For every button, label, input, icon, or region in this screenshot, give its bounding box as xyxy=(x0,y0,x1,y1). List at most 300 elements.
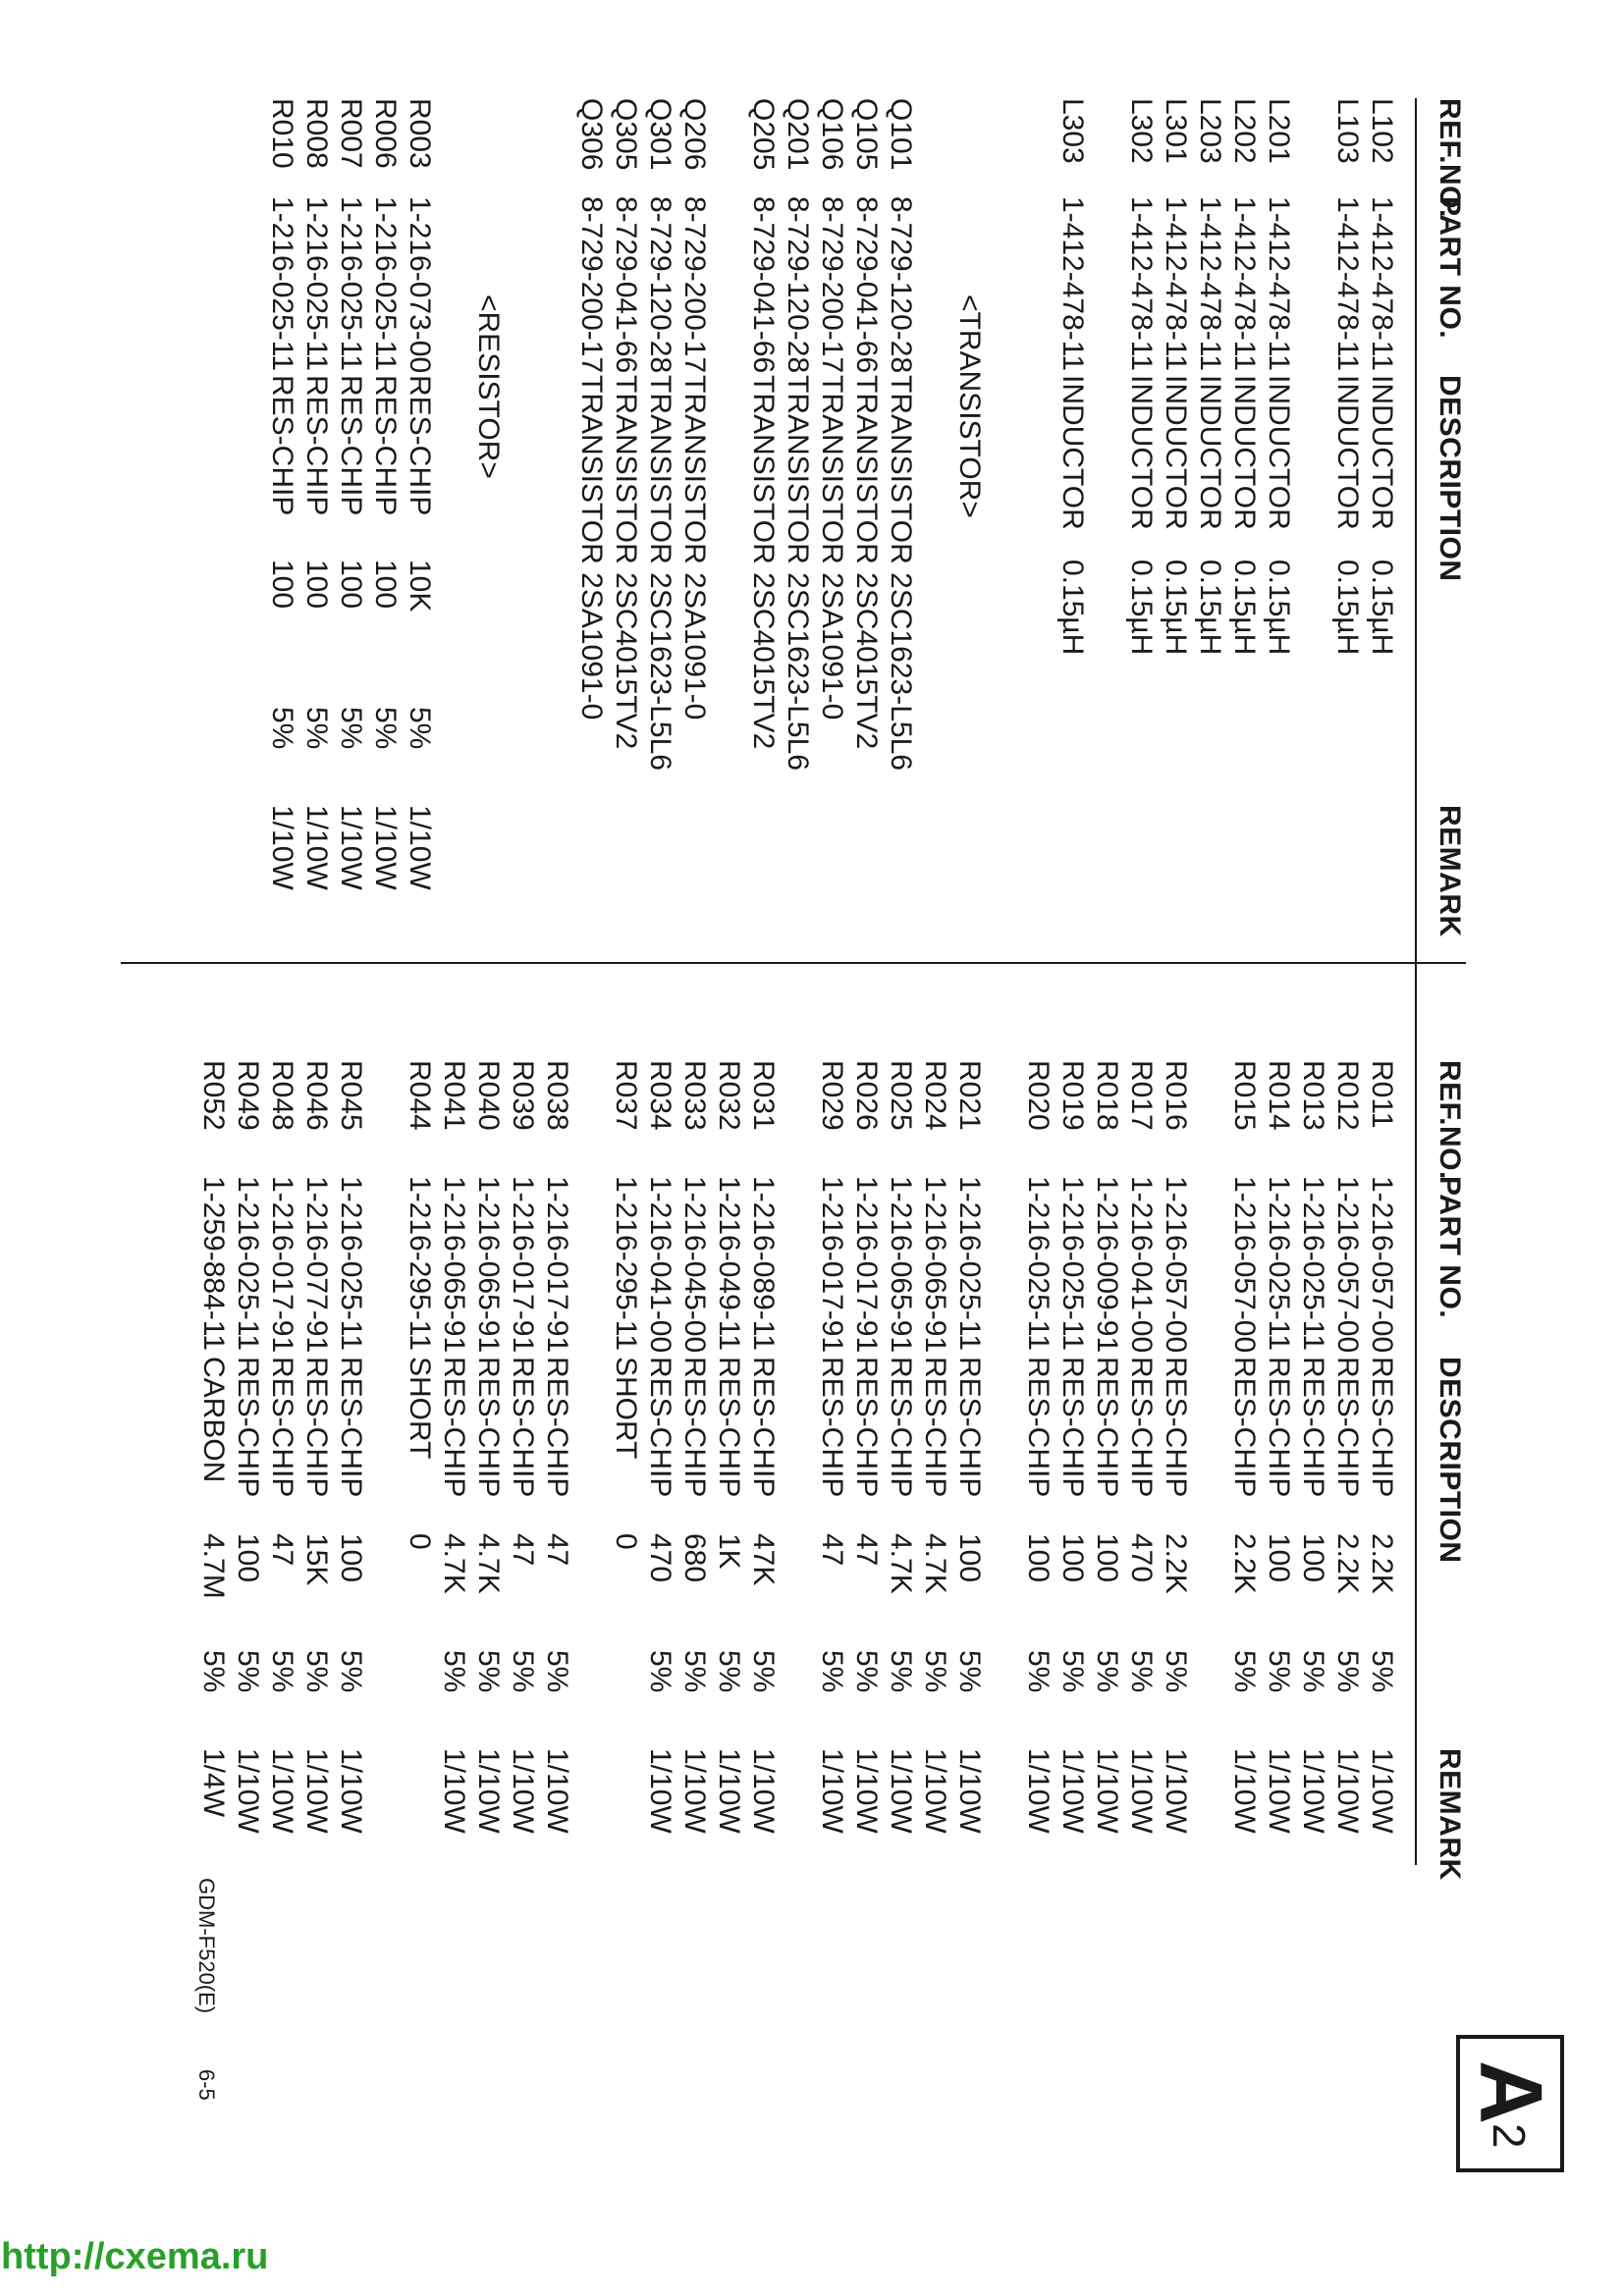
cell-ref: R049 xyxy=(232,1060,264,1131)
cell-part: 1-412-478-11 xyxy=(1160,196,1192,371)
cell-part: 8-729-120-28 xyxy=(885,196,917,374)
cell-desc: RES-CHIP xyxy=(541,1357,573,1498)
table-row xyxy=(1090,1060,1124,1865)
table-row xyxy=(746,1060,781,1865)
cell-power: 1/10W xyxy=(644,1748,676,1834)
cell-tol: 5% xyxy=(1091,1650,1123,1693)
cell-ref: Q305 xyxy=(610,98,642,171)
cell-ref: R003 xyxy=(404,98,436,169)
table-row xyxy=(712,1060,746,1865)
cell-desc: RES-CHIP xyxy=(1091,1357,1123,1498)
cell-ref: R016 xyxy=(1160,1060,1192,1131)
cell-power: 1/10W xyxy=(266,805,298,890)
table-row xyxy=(1330,98,1365,962)
cell-part: 8-729-200-17 xyxy=(816,196,848,374)
cell-desc: RES-CHIP xyxy=(266,1357,298,1498)
cell-desc: RES-CHIP xyxy=(369,375,402,516)
cell-ref: R008 xyxy=(300,98,333,169)
cell-tol: 5% xyxy=(644,1650,676,1693)
cell-desc: RES-CHIP xyxy=(1331,1357,1364,1498)
table-row xyxy=(1055,98,1090,962)
cell-part: 1-216-049-11 xyxy=(713,1176,745,1351)
table-row xyxy=(918,1060,952,1865)
cell-ref: R019 xyxy=(1056,1060,1089,1131)
cell-ref: L303 xyxy=(1056,98,1089,164)
cell-ref: L103 xyxy=(1331,98,1364,164)
cell-tol: 5% xyxy=(1297,1650,1329,1693)
table-row xyxy=(884,1060,918,1865)
cell-tol: 5% xyxy=(713,1650,745,1693)
cell-desc: RES-CHIP xyxy=(1160,1357,1192,1498)
section-badge xyxy=(1456,2035,1564,2172)
left-rows xyxy=(265,98,1399,962)
cell-part: 1-412-478-11 xyxy=(1125,196,1158,371)
cell-desc: RES-CHIP xyxy=(919,1357,951,1498)
cell-power: 1/10W xyxy=(404,805,436,890)
cell-ref: Q205 xyxy=(747,98,780,171)
cell-part: 1-216-025-11 xyxy=(1056,1176,1089,1351)
table-row xyxy=(334,98,368,962)
cell-tol: 5% xyxy=(335,1650,367,1693)
cell-tol: 5% xyxy=(678,1650,711,1693)
cell-desc: INDUCTOR xyxy=(1194,375,1226,530)
table-row xyxy=(1227,1060,1262,1865)
cell-tol: 5% xyxy=(816,1650,848,1693)
cell-ref: Q106 xyxy=(816,98,848,171)
cell-tol: 5% xyxy=(953,1650,986,1693)
cell-part: 1-216-009-91 xyxy=(1091,1176,1123,1354)
cell-tol: 5% xyxy=(850,1650,883,1693)
cell-desc: CARBON xyxy=(197,1357,230,1483)
cell-part: 8-729-200-17 xyxy=(678,196,711,374)
header-remark: REMARK xyxy=(1434,805,1466,937)
cell-ref: R031 xyxy=(747,1060,780,1131)
table-row xyxy=(677,1060,712,1865)
cell-ref: R007 xyxy=(335,98,367,169)
table-row xyxy=(1330,1060,1365,1865)
cell-desc: INDUCTOR xyxy=(1160,375,1192,530)
table-row xyxy=(746,98,781,962)
cell-desc: RES-CHIP xyxy=(1125,1357,1158,1498)
table-row xyxy=(609,1060,643,1865)
table-row xyxy=(265,1060,299,1865)
cell-tol: 5% xyxy=(266,1650,298,1693)
cell-part: 1-216-065-91 xyxy=(438,1176,470,1354)
cell-desc: TRANSISTOR 2SC1623-L5L6 xyxy=(644,375,676,771)
cell-desc: SHORT xyxy=(610,1357,642,1460)
header-rule xyxy=(1415,98,1417,962)
cell-desc: TRANSISTOR 2SA1091-0 xyxy=(678,375,711,721)
cell-ref: Q301 xyxy=(644,98,676,171)
cell-power: 1/10W xyxy=(335,805,367,890)
cell-part: 1-216-077-91 xyxy=(300,1176,333,1354)
cell-power: 1/10W xyxy=(1263,1748,1295,1834)
cell-part: 1-216-045-00 xyxy=(678,1176,711,1354)
cell-desc: RES-CHIP xyxy=(335,1357,367,1498)
cell-tol: 5% xyxy=(369,707,402,750)
cell-power: 1/10W xyxy=(232,1748,264,1834)
cell-value: 4.7M xyxy=(197,1533,230,1599)
cell-ref: R045 xyxy=(335,1060,367,1131)
table-row xyxy=(1159,1060,1193,1865)
cell-desc: INDUCTOR xyxy=(1056,375,1089,530)
section-heading xyxy=(471,98,506,962)
section-label: <TRANSISTOR> xyxy=(953,294,986,518)
cell-value: 100 xyxy=(1056,1533,1089,1583)
cell-desc: TRANSISTOR 2SA1091-0 xyxy=(575,375,608,721)
table-row xyxy=(1227,98,1262,962)
cell-value: 100 xyxy=(266,560,298,610)
table-row xyxy=(609,98,643,962)
badge-number: 2 xyxy=(1484,2123,1535,2149)
cell-value: 0.15µH xyxy=(1194,560,1226,656)
cell-part: 1-216-025-11 xyxy=(300,196,333,371)
table-row xyxy=(884,98,918,962)
cell-value: 47 xyxy=(541,1533,573,1567)
table-row xyxy=(231,1060,265,1865)
cell-ref: Q206 xyxy=(678,98,711,171)
cell-ref: R037 xyxy=(610,1060,642,1131)
header-description: DESCRIPTION xyxy=(1434,1357,1466,1564)
cell-value: 100 xyxy=(300,560,333,610)
cell-ref: R029 xyxy=(816,1060,848,1131)
cell-ref: R034 xyxy=(644,1060,676,1131)
cell-desc: RES-CHIP xyxy=(1022,1357,1055,1498)
cell-power: 1/10W xyxy=(335,1748,367,1834)
cell-value: 4.7K xyxy=(919,1533,951,1594)
cell-tol: 5% xyxy=(1366,1650,1398,1693)
cell-power: 1/10W xyxy=(1160,1748,1192,1834)
cell-desc: RES-CHIP xyxy=(232,1357,264,1498)
cell-desc: RES-CHIP xyxy=(1228,1357,1261,1498)
cell-desc: RES-CHIP xyxy=(438,1357,470,1498)
cell-part: 1-216-017-91 xyxy=(266,1176,298,1354)
cell-part: 1-216-057-00 xyxy=(1331,1176,1364,1354)
cell-ref: R024 xyxy=(919,1060,951,1131)
cell-power: 1/10W xyxy=(678,1748,711,1834)
cell-ref: R038 xyxy=(541,1060,573,1131)
cell-value: 0 xyxy=(610,1533,642,1550)
cell-ref: L203 xyxy=(1194,98,1226,164)
header-rule xyxy=(1415,962,1417,1865)
cell-value: 0.15µH xyxy=(1228,560,1261,656)
cell-part: 1-216-057-00 xyxy=(1228,1176,1261,1354)
cell-part: 1-216-025-11 xyxy=(1263,1176,1295,1351)
table-row xyxy=(952,1060,987,1865)
cell-part: 8-729-041-66 xyxy=(850,196,883,374)
cell-part: 1-216-041-00 xyxy=(1125,1176,1158,1354)
cell-desc: RES-CHIP xyxy=(644,1357,676,1498)
cell-tol: 5% xyxy=(266,707,298,750)
cell-value: 2.2K xyxy=(1366,1533,1398,1594)
cell-desc: RES-CHIP xyxy=(1263,1357,1295,1498)
row-spacer xyxy=(437,98,471,962)
cell-ref: R021 xyxy=(953,1060,986,1131)
cell-desc: RES-CHIP xyxy=(713,1357,745,1498)
cell-part: 1-216-017-91 xyxy=(541,1176,573,1354)
cell-part: 8-729-041-66 xyxy=(747,196,780,374)
cell-power: 1/10W xyxy=(438,1748,470,1834)
cell-desc: TRANSISTOR 2SC4015TV2 xyxy=(850,375,883,750)
row-spacer xyxy=(540,98,574,962)
cell-part: 1-412-478-11 xyxy=(1194,196,1226,371)
cell-desc: RES-CHIP xyxy=(1056,1357,1089,1498)
cell-ref: R046 xyxy=(300,1060,333,1131)
cell-ref: R020 xyxy=(1022,1060,1055,1131)
cell-part: 1-216-065-91 xyxy=(472,1176,505,1354)
cell-tol: 5% xyxy=(1022,1650,1055,1693)
cell-value: 680 xyxy=(678,1533,711,1583)
cell-desc: TRANSISTOR 2SC1623-L5L6 xyxy=(885,375,917,771)
cell-power: 1/10W xyxy=(1125,1748,1158,1834)
site-url-link[interactable]: http://cxema.ru xyxy=(1,2236,269,2277)
cell-part: 8-729-120-28 xyxy=(782,196,814,374)
row-spacer xyxy=(712,98,746,962)
cell-desc: INDUCTOR xyxy=(1228,375,1261,530)
table-row xyxy=(403,98,437,962)
header-part-no: PART NO. xyxy=(1434,1176,1466,1319)
cell-tol: 5% xyxy=(747,1650,780,1693)
table-row xyxy=(299,1060,334,1865)
cell-tol: 5% xyxy=(1228,1650,1261,1693)
cell-value: 2.2K xyxy=(1160,1533,1192,1594)
cell-value: 0.15µH xyxy=(1056,560,1089,656)
table-row xyxy=(437,1060,471,1865)
cell-value: 0.15µH xyxy=(1125,560,1158,656)
cell-desc: RES-CHIP xyxy=(678,1357,711,1498)
table-row xyxy=(849,1060,884,1865)
cell-tol: 5% xyxy=(438,1650,470,1693)
cell-part: 1-216-073-00 xyxy=(404,196,436,374)
table-row xyxy=(334,1060,368,1865)
cell-value: 100 xyxy=(1022,1533,1055,1583)
cell-ref: R052 xyxy=(197,1060,230,1131)
cell-part: 8-729-041-66 xyxy=(610,196,642,374)
cell-desc: RES-CHIP xyxy=(885,1357,917,1498)
table-row xyxy=(1124,1060,1159,1865)
cell-part: 1-412-478-11 xyxy=(1366,196,1398,371)
cell-part: 1-216-025-11 xyxy=(266,196,298,371)
table-row xyxy=(1124,98,1159,962)
cell-part: 1-216-025-11 xyxy=(232,1176,264,1351)
header-remark: REMARK xyxy=(1434,1748,1466,1881)
cell-part: 1-216-057-00 xyxy=(1160,1176,1192,1354)
cell-tol: 5% xyxy=(197,1650,230,1693)
cell-power: 1/10W xyxy=(1228,1748,1261,1834)
cell-part: 8-729-200-17 xyxy=(575,196,608,374)
table-row xyxy=(815,98,849,962)
table-row xyxy=(849,98,884,962)
cell-part: 1-216-025-11 xyxy=(953,1176,986,1351)
table-row xyxy=(196,1060,231,1865)
cell-power: 1/10W xyxy=(541,1748,573,1834)
cell-power: 1/10W xyxy=(747,1748,780,1834)
table-row xyxy=(781,98,815,962)
row-spacer xyxy=(987,98,1021,962)
cell-part: 1-216-065-91 xyxy=(885,1176,917,1354)
table-row xyxy=(299,98,334,962)
section-label: <RESISTOR> xyxy=(472,294,505,479)
cell-desc: RES-CHIP xyxy=(1297,1357,1329,1498)
cell-power: 1/10W xyxy=(266,1748,298,1834)
cell-part: 1-216-025-11 xyxy=(1022,1176,1055,1351)
cell-ref: R048 xyxy=(266,1060,298,1131)
table-row xyxy=(1365,1060,1399,1865)
cell-tol: 5% xyxy=(1263,1650,1295,1693)
cell-power: 1/4W xyxy=(197,1748,230,1818)
cell-desc: RES-CHIP xyxy=(404,375,436,516)
cell-tol: 5% xyxy=(232,1650,264,1693)
cell-desc: INDUCTOR xyxy=(1263,375,1295,530)
cell-power: 1/10W xyxy=(1056,1748,1089,1834)
cell-power: 1/10W xyxy=(1366,1748,1398,1834)
cell-part: 1-216-065-91 xyxy=(919,1176,951,1354)
cell-part: 1-412-478-11 xyxy=(1056,196,1089,371)
cell-tol: 5% xyxy=(1056,1650,1089,1693)
cell-power: 1/10W xyxy=(300,1748,333,1834)
cell-ref: R014 xyxy=(1263,1060,1295,1131)
cell-part: 8-729-120-28 xyxy=(644,196,676,374)
cell-ref: Q105 xyxy=(850,98,883,171)
cell-tol: 5% xyxy=(541,1650,573,1693)
cell-power: 1/10W xyxy=(1297,1748,1329,1834)
cell-value: 47 xyxy=(266,1533,298,1567)
page-number: 6-5 xyxy=(194,2069,219,2101)
cell-tol: 5% xyxy=(919,1650,951,1693)
cell-part: 1-216-025-11 xyxy=(335,1176,367,1351)
cell-power: 1/10W xyxy=(885,1748,917,1834)
cell-value: 47 xyxy=(850,1533,883,1567)
cell-value: 100 xyxy=(1297,1533,1329,1583)
cell-ref: R025 xyxy=(885,1060,917,1131)
header-part-no: PART NO. xyxy=(1434,196,1466,340)
cell-desc: RES-CHIP xyxy=(300,375,333,516)
cell-ref: Q101 xyxy=(885,98,917,171)
row-spacer xyxy=(1296,98,1330,962)
cell-value: 47 xyxy=(507,1533,539,1567)
cell-ref: R017 xyxy=(1125,1060,1158,1131)
cell-tol: 5% xyxy=(1160,1650,1192,1693)
cell-part: 1-216-025-11 xyxy=(335,196,367,371)
cell-part: 1-216-295-11 xyxy=(610,1176,642,1351)
cell-desc: TRANSISTOR 2SC1623-L5L6 xyxy=(782,375,814,771)
cell-desc: RES-CHIP xyxy=(472,1357,505,1498)
cell-power: 1/10W xyxy=(300,805,333,890)
cell-desc: INDUCTOR xyxy=(1366,375,1398,530)
cell-tol: 5% xyxy=(335,707,367,750)
cell-part: 1-216-025-11 xyxy=(1297,1176,1329,1351)
cell-ref: Q306 xyxy=(575,98,608,171)
table-row xyxy=(506,1060,540,1865)
cell-tol: 5% xyxy=(300,707,333,750)
table-row xyxy=(1193,98,1227,962)
cell-value: 100 xyxy=(1091,1533,1123,1583)
table-row xyxy=(1159,98,1193,962)
cell-tol: 5% xyxy=(300,1650,333,1693)
table-row xyxy=(368,98,403,962)
cell-ref: R040 xyxy=(472,1060,505,1131)
cell-part: 1-259-884-11 xyxy=(197,1176,230,1351)
row-spacer xyxy=(1021,98,1055,962)
cell-value: 4.7K xyxy=(438,1533,470,1594)
cell-tol: 5% xyxy=(1125,1650,1158,1693)
cell-power: 1/10W xyxy=(1331,1748,1364,1834)
cell-desc: RES-CHIP xyxy=(816,1357,848,1498)
cell-value: 100 xyxy=(953,1533,986,1583)
row-spacer xyxy=(1193,1060,1227,1865)
cell-power: 1/10W xyxy=(369,805,402,890)
cell-part: 1-216-295-11 xyxy=(404,1176,436,1351)
cell-ref: R011 xyxy=(1366,1060,1398,1129)
cell-value: 0.15µH xyxy=(1331,560,1364,656)
cell-value: 100 xyxy=(335,560,367,610)
section-heading xyxy=(952,98,987,962)
cell-value: 1K xyxy=(713,1533,745,1570)
cell-value: 4.7K xyxy=(472,1533,505,1594)
cell-desc: TRANSISTOR 2SC4015TV2 xyxy=(610,375,642,750)
cell-ref: R013 xyxy=(1297,1060,1329,1131)
table-row xyxy=(540,1060,574,1865)
cell-power: 1/10W xyxy=(850,1748,883,1834)
cell-ref: R044 xyxy=(404,1060,436,1131)
cell-ref: R012 xyxy=(1331,1060,1364,1131)
cell-power: 1/10W xyxy=(953,1748,986,1834)
table-row xyxy=(1262,1060,1296,1865)
cell-ref: L102 xyxy=(1366,98,1398,164)
table-row xyxy=(471,1060,506,1865)
cell-ref: L301 xyxy=(1160,98,1192,164)
cell-desc: INDUCTOR xyxy=(1331,375,1364,530)
cell-desc: INDUCTOR xyxy=(1125,375,1158,530)
table-row xyxy=(643,1060,677,1865)
cell-part: 1-216-041-00 xyxy=(644,1176,676,1354)
cell-power: 1/10W xyxy=(1022,1748,1055,1834)
right-rows xyxy=(196,1060,1399,1865)
cell-desc: RES-CHIP xyxy=(953,1357,986,1498)
cell-ref: R015 xyxy=(1228,1060,1261,1131)
cell-ref: R026 xyxy=(850,1060,883,1131)
cell-ref: R032 xyxy=(713,1060,745,1131)
cell-tol: 5% xyxy=(472,1650,505,1693)
header-description: DESCRIPTION xyxy=(1434,375,1466,582)
cell-part: 1-216-057-00 xyxy=(1366,1176,1398,1354)
table-row xyxy=(1365,98,1399,962)
table-row xyxy=(815,1060,849,1865)
column-divider xyxy=(121,962,1466,964)
cell-ref: R010 xyxy=(266,98,298,169)
cell-value: 15K xyxy=(300,1533,333,1586)
cell-desc: RES-CHIP xyxy=(747,1357,780,1498)
cell-ref: R018 xyxy=(1091,1060,1123,1131)
cell-value: 100 xyxy=(335,1533,367,1583)
cell-part: 1-216-017-91 xyxy=(816,1176,848,1354)
cell-value: 47K xyxy=(747,1533,780,1586)
table-row xyxy=(643,98,677,962)
cell-desc: RES-CHIP xyxy=(300,1357,333,1498)
cell-power: 1/10W xyxy=(816,1748,848,1834)
table-row xyxy=(1021,1060,1055,1865)
cell-value: 2.2K xyxy=(1331,1533,1364,1594)
cell-tol: 5% xyxy=(885,1650,917,1693)
cell-desc: RES-CHIP xyxy=(266,375,298,516)
cell-desc: RES-CHIP xyxy=(507,1357,539,1498)
cell-value: 0.15µH xyxy=(1160,560,1192,656)
cell-ref: L201 xyxy=(1263,98,1295,164)
cell-value: 470 xyxy=(644,1533,676,1583)
cell-tol: 5% xyxy=(404,707,436,750)
cell-tol: 5% xyxy=(507,1650,539,1693)
cell-part: 1-412-478-11 xyxy=(1228,196,1261,371)
